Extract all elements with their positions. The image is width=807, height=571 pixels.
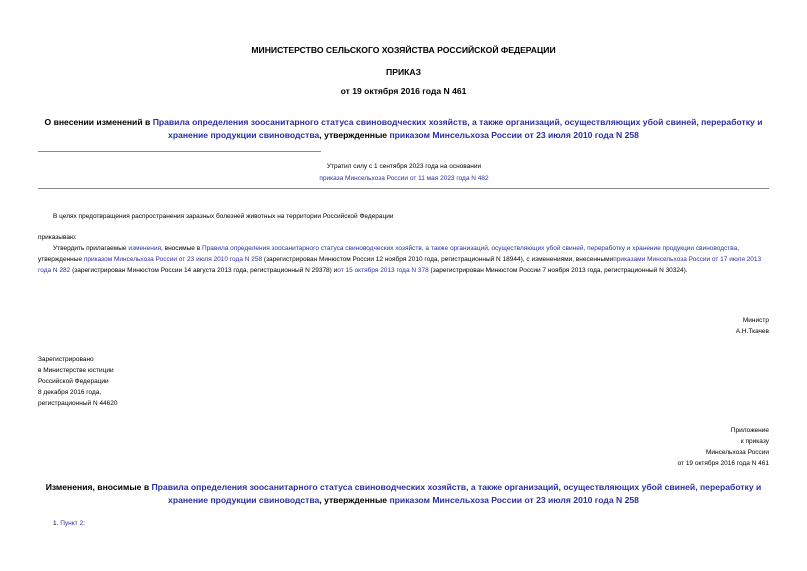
registration-line: 8 декабря 2016 года, <box>38 389 102 396</box>
ministry-name: МИНИСТЕРСТВО СЕЛЬСКОГО ХОЗЯЙСТВА РОССИЙСКОЙ ФЕДЕРАЦИИ <box>251 45 556 55</box>
approve-text-5: (зарегистрирован Минюстом России 14 августа 2013 года, регистрационный N 29378) и <box>70 267 338 274</box>
appendix-line: к приказу <box>740 438 769 445</box>
registration-line: в Министерстве юстиции <box>38 367 114 374</box>
lost-force-link-line <box>244 175 564 182</box>
divider-short <box>38 151 321 152</box>
signer-title: Министр <box>742 317 769 324</box>
changes-title-middle: , утвержденные <box>319 495 390 505</box>
appendix-line: Минсельхоза России <box>705 449 769 456</box>
document-type: ПРИКАЗ <box>386 67 421 77</box>
item-1-suffix: : <box>83 520 85 527</box>
lost-force-note: Утратил силу с 1 сентября 2023 года на основании <box>326 163 482 170</box>
item-1 <box>53 520 85 527</box>
changes-title-order-link[interactable]: приказом Минсельхоза России от 23 июля 2010 года N 258 <box>389 495 639 505</box>
registration-line: Российской Федерации <box>38 378 109 385</box>
registration-line: регистрационный N 44620 <box>38 400 118 407</box>
title-prefix: О внесении изменений в <box>44 117 153 127</box>
approve-text-2: , вносимые в <box>161 245 202 252</box>
order-282-link[interactable]: приказами Минсельхоза России от 17 июля 2013 года N 282 <box>38 256 762 274</box>
rules-link[interactable]: Правила определения зоосанитарного статуса свиноводческих хозяйств, а также организаций, осуществляющих убой свиней, переработку и хранение продукции свиноводства <box>201 245 738 252</box>
divider-long <box>38 188 769 189</box>
item-1-link[interactable]: Пункт 2 <box>60 520 84 527</box>
approve-text-6: (зарегистрирован Минюстом России 7 ноября 2013 года, регистрационный N 30324). <box>428 267 688 274</box>
order-258-link[interactable]: приказом Минсельхоза России от 23 июля 2010 года N 258 <box>83 256 263 263</box>
appendix-line: от 19 октября 2016 года N 461 <box>677 460 769 467</box>
order-word: приказываю: <box>38 234 77 241</box>
title-order-link[interactable]: приказом Минсельхоза России от 23 июля 2010 года N 258 <box>389 130 639 140</box>
approve-text-3: , утвержденные <box>38 245 740 263</box>
title-middle: , утвержденные <box>319 130 390 140</box>
appendix-block <box>678 425 769 469</box>
changes-title-rules-link[interactable]: Правила определения зоосанитарного статуса свиноводческих хозяйств, а также организаций, осуществляющих убой свиней, переработку и хранение продукции свиноводства <box>151 482 762 505</box>
title-rules-link[interactable]: Правила определения зоосанитарного статуса свиноводческих хозяйств, а также организаций, осуществляющих убой свиней, переработку и хранение продукции свиноводства <box>152 117 763 140</box>
lost-force-order-link[interactable]: приказа Минсельхоза России от 11 мая 2023 года N 482 <box>319 175 489 182</box>
document-title <box>40 116 767 142</box>
changes-title <box>40 481 767 507</box>
item-1-number: 1. <box>53 520 61 527</box>
approve-text-1: Утвердить прилагаемые <box>53 245 129 252</box>
signer-name: А.Н.Ткачев <box>735 328 769 335</box>
changes-link[interactable]: изменения <box>128 245 161 252</box>
registration-block <box>38 354 118 409</box>
registration-line: Зарегистрировано <box>38 356 94 363</box>
document-date-number: от 19 октября 2016 года N 461 <box>340 86 467 96</box>
approve-text-4: (зарегистрирован Минюстом России 12 ноября 2010 года, регистрационный N 18944), с изменениями, внесенными <box>262 256 614 263</box>
approve-paragraph <box>38 243 768 276</box>
appendix-line: Приложение <box>730 427 769 434</box>
purpose-paragraph: В целях предотвращения распространения заразных болезней животных на территории Российской Федерации <box>53 213 394 220</box>
order-378-link[interactable]: от 15 октября 2013 года N 378 <box>337 267 429 274</box>
changes-title-prefix: Изменения, вносимые в <box>45 482 152 492</box>
